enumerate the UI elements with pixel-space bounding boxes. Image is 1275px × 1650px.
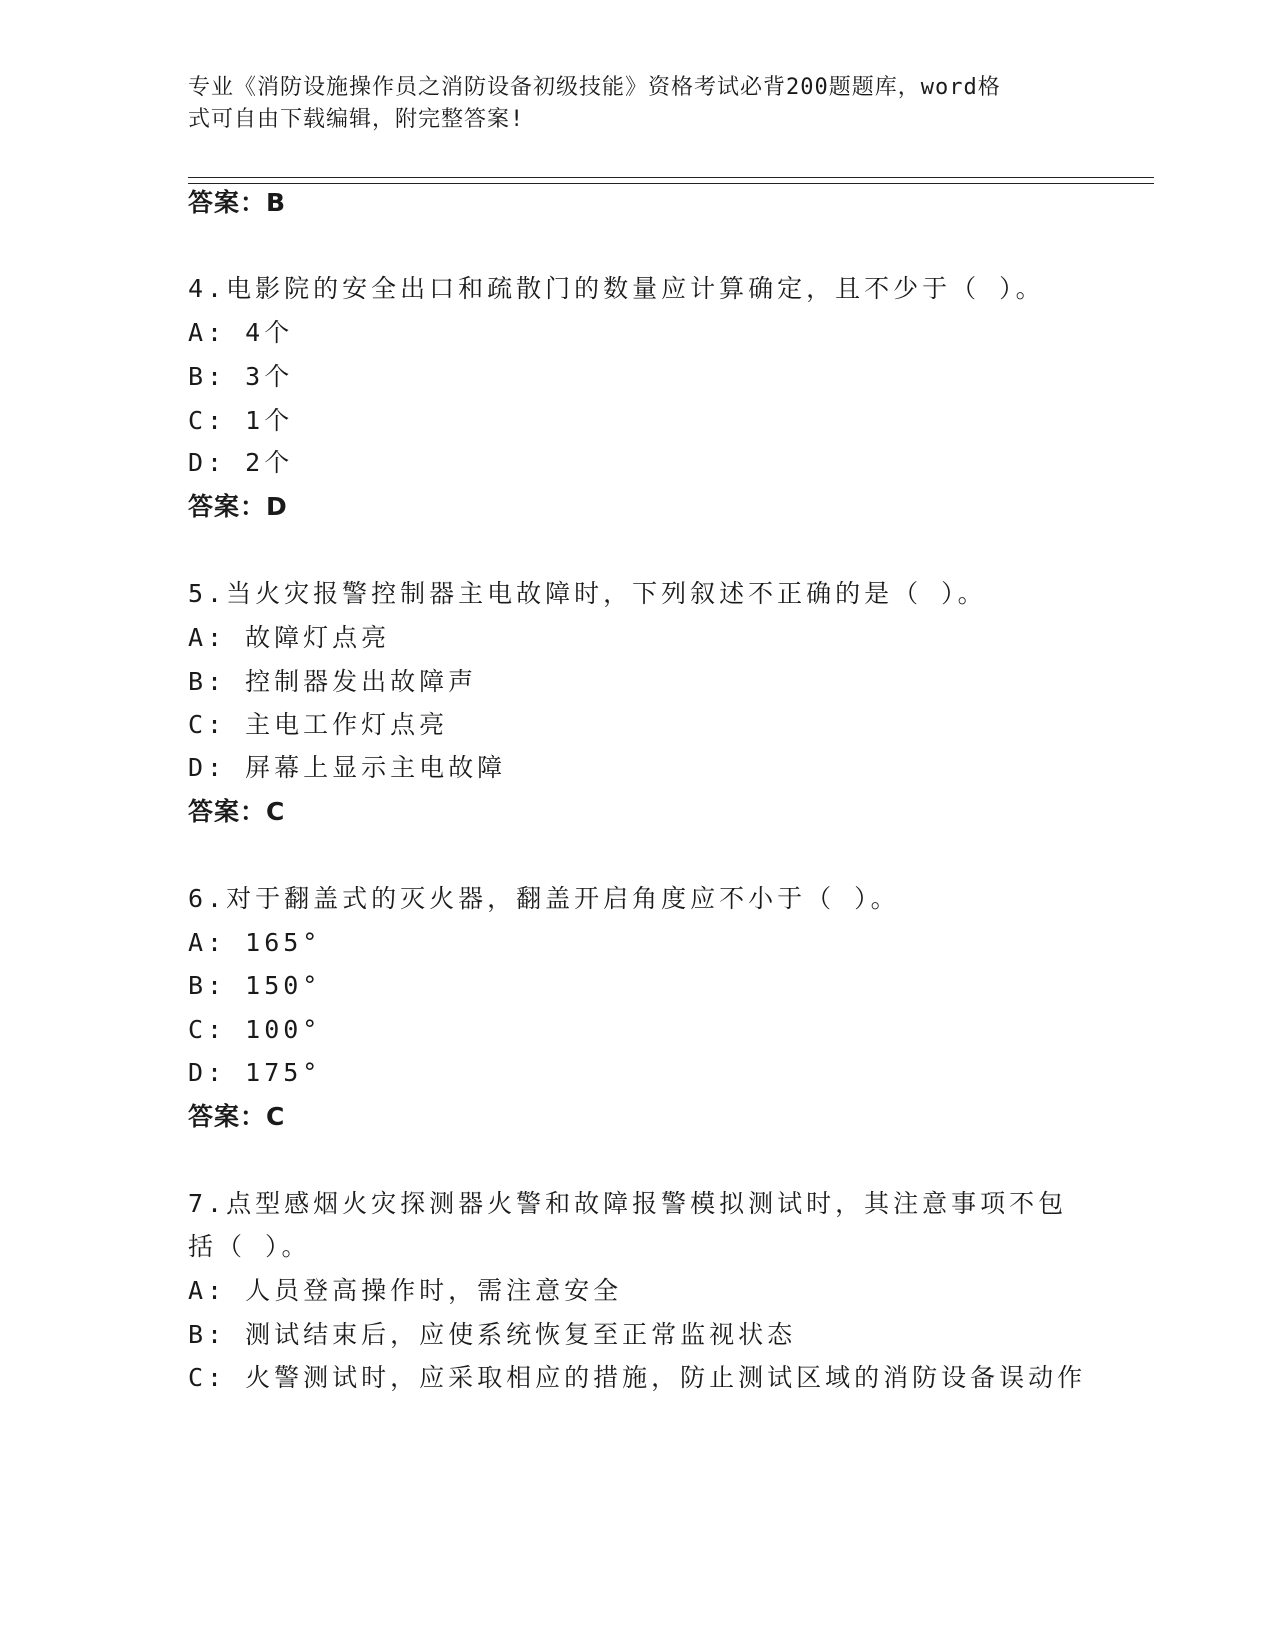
question-5-option-c: C: 主电工作灯点亮	[188, 710, 449, 739]
header-rule-top	[188, 177, 1154, 178]
question-5-option-d: D: 屏幕上显示主电故障	[188, 753, 507, 782]
question-5-option-b: B: 控制器发出故障声	[188, 667, 478, 696]
previous-answer: 答案：B	[188, 188, 287, 217]
question-7-option-a: A: 人员登高操作时，需注意安全	[188, 1276, 623, 1305]
question-6-option-d: D: 175°	[188, 1058, 322, 1087]
question-7-text-line-2: 括（ ）。	[188, 1232, 311, 1261]
question-5-answer: 答案：C	[188, 797, 286, 826]
question-5-option-a: A: 故障灯点亮	[188, 623, 391, 652]
question-5-text: 5.当火灾报警控制器主电故障时，下列叙述不正确的是（ ）。	[188, 579, 987, 608]
question-4-option-c: C: 1个	[188, 406, 294, 435]
question-6-option-c: C: 100°	[188, 1015, 322, 1044]
question-4-text: 4.电影院的安全出口和疏散门的数量应计算确定，且不少于（ ）。	[188, 274, 1045, 303]
question-4-option-d: D: 2个	[188, 448, 294, 477]
question-4-option-b: B: 3个	[188, 362, 294, 391]
question-4-answer: 答案：D	[188, 492, 288, 521]
question-4-option-a: A: 4个	[188, 318, 294, 347]
question-6-answer: 答案：C	[188, 1102, 286, 1131]
question-7-option-b: B: 测试结束后，应使系统恢复至正常监视状态	[188, 1320, 797, 1349]
question-6-text: 6.对于翻盖式的灭火器，翻盖开启角度应不小于（ ）。	[188, 884, 900, 913]
header-line-2: 式可自由下载编辑，附完整答案!	[188, 107, 525, 132]
question-6-option-a: A: 165°	[188, 928, 322, 957]
question-7-text-line-1: 7.点型感烟火灾探测器火警和故障报警模拟测试时，其注意事项不包	[188, 1189, 1068, 1218]
question-6-option-b: B: 150°	[188, 971, 322, 1000]
question-7-option-c: C: 火警测试时，应采取相应的措施，防止测试区域的消防设备误动作	[188, 1363, 1087, 1392]
header-line-1: 专业《消防设施操作员之消防设备初级技能》资格考试必背200题题库，word格	[188, 75, 1001, 100]
document-header	[188, 72, 1068, 136]
header-rule-bottom	[188, 183, 1154, 184]
